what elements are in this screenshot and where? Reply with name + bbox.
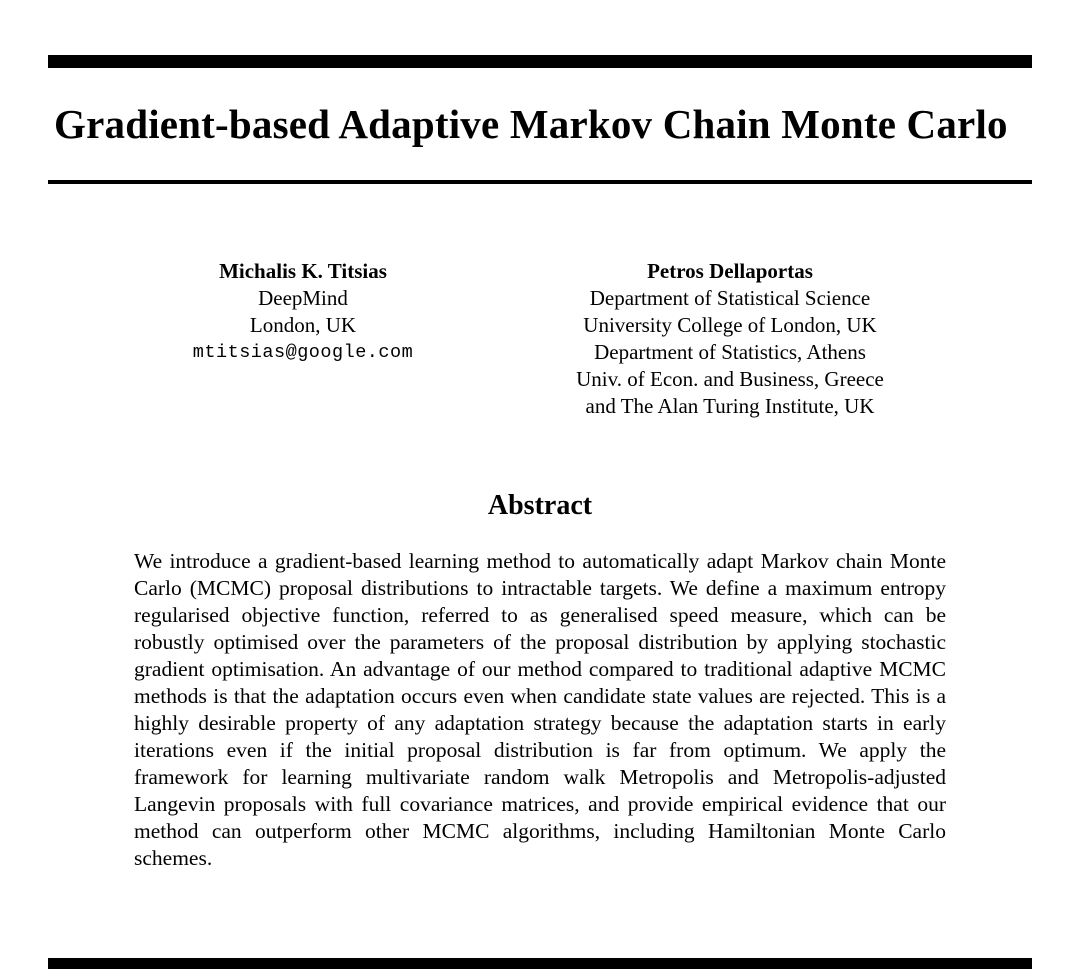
paper-page [0, 55, 1080, 969]
author-block-1 [193, 258, 413, 366]
author-affiliation-line: Department of Statistical Science [589, 286, 871, 310]
abstract-heading: Abstract [487, 490, 593, 521]
author-email: mtitsias@google.com [192, 342, 414, 363]
title-rule [48, 180, 1032, 184]
top-rule [48, 55, 1032, 68]
abstract-text: We introduce a gradient-based learning method to automatically adapt Markov chain Monte Carlo (MCMC) proposal distributions to intractable targets. We define a maximum entropy regularised objective function, referred to as generalised speed measure, which can be robustly optimised over the parameters of the proposal distribution by applying stochastic gradient optimisation. An advantage of our method compared to traditional adaptive MCMC methods is that the adaptation occurs even when candidate state values are rejected. This is a highly desirable property of any adaptation strategy because the adaptation starts in early iterations even if the initial proposal distribution is far from optimum. We apply the framework for learning multivariate random walk Metropolis and Metropolis-adjusted Langevin proposals with full covariance matrices, and provide empirical evidence that our method can outperform other MCMC algorithms, including Hamiltonian Monte Carlo schemes. [134, 549, 946, 870]
author-name: Petros Dellaportas [647, 259, 813, 283]
author-affiliation-line: London, UK [249, 313, 357, 337]
author-affiliation-line: Univ. of Econ. and Business, Greece [576, 367, 884, 391]
author-affiliation-line: and The Alan Turing Institute, UK [585, 394, 875, 418]
bottom-rule [48, 958, 1032, 969]
paper-title: Gradient-based Adaptive Markov Chain Monte Carlo [54, 101, 1008, 147]
author-affiliation-line: Department of Statistics, Athens [594, 340, 866, 364]
author-name: Michalis K. Titsias [219, 259, 387, 283]
author-affiliation-line: University College of London, UK [583, 313, 877, 337]
author-affiliation-line: DeepMind [258, 286, 348, 310]
author-block-2 [576, 258, 884, 420]
authors-section [48, 258, 1032, 420]
